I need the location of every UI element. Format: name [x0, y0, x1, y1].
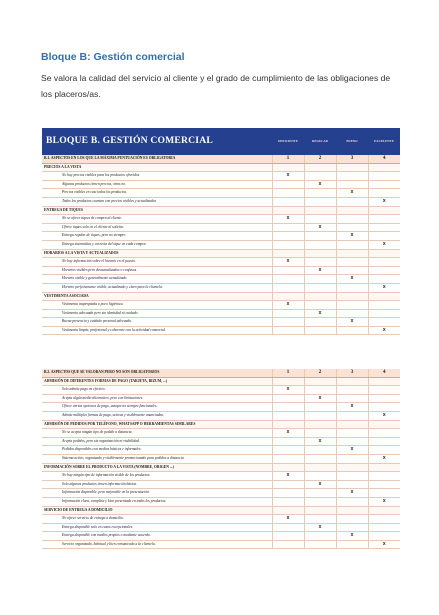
score-cell-3: [336, 540, 368, 549]
criterion-level-text: Admite múltiples formas de pago, activas y visiblemente anunciadas.: [42, 411, 272, 420]
score-cell-3: [336, 515, 368, 524]
criterion-level-row: [42, 266, 400, 275]
criterion-group-row: [42, 163, 400, 172]
score-cell-4: [368, 386, 400, 395]
score-cell-4: [368, 454, 400, 463]
score-cell-4: [368, 532, 400, 541]
criterion-level-text: Algunos productos tienen precios, otros no.: [42, 180, 272, 189]
score-cell-4: [368, 240, 400, 249]
score-cell-4: [368, 283, 400, 292]
selected-mark: x: [286, 215, 290, 222]
score-cell-2: [304, 394, 336, 403]
criterion-level-text: Ofrece tiques solo en el cliente al solicita.: [42, 223, 272, 232]
criterion-level-text: Pedidos disponibles con medios básicos e informales.: [42, 446, 272, 455]
score-cell-4: [368, 429, 400, 438]
selected-mark: x: [318, 223, 322, 230]
criterion-level-row: [42, 283, 400, 292]
group-score-cell: [336, 420, 368, 429]
group-score-cell: [336, 463, 368, 472]
score-cell-1: [272, 223, 304, 232]
score-cell-1: [272, 283, 304, 292]
criterion-level-row: [42, 180, 400, 189]
group-score-cell: [368, 463, 400, 472]
group-score-cell: [304, 463, 336, 472]
criterion-level-text: No se acepta ningún tipo de pedido a distancia.: [42, 429, 272, 438]
score-cell-4: [368, 403, 400, 412]
score-cell-2: [304, 454, 336, 463]
group-score-cell: [336, 163, 368, 172]
score-cell-2: [304, 386, 336, 395]
criterion-level-text: Información clara, completa y bien presentada en todos los productos.: [42, 497, 272, 506]
group-score-cell: [272, 206, 304, 215]
scale-4: 4: [368, 369, 400, 377]
group-score-cell: [368, 206, 400, 215]
score-cell-1: [272, 197, 304, 206]
criterion-level-row: [42, 480, 400, 489]
score-cell-2: [304, 472, 336, 481]
selected-mark: x: [286, 258, 290, 265]
group-score-cell: [368, 420, 400, 429]
selected-mark: x: [318, 394, 322, 401]
group-score-cell: [304, 420, 336, 429]
scale-2: 2: [304, 155, 336, 164]
score-cell-4: [368, 223, 400, 232]
selected-mark: x: [382, 540, 386, 547]
option-header-bueno: BUENO: [336, 128, 368, 155]
criterion-level-text: Solo admite pago en efectivo.: [42, 386, 272, 395]
score-cell-4: [368, 309, 400, 318]
selected-mark: x: [286, 472, 290, 479]
criterion-level-row: [42, 232, 400, 241]
score-cell-2: [304, 403, 336, 412]
group-score-cell: [336, 249, 368, 258]
criterion-level-text: Todos los productos cuentan con precios visibles y actualizados: [42, 197, 272, 206]
score-cell-3: [336, 454, 368, 463]
score-cell-4: [368, 275, 400, 284]
section-heading: Bloque B: Gestión comercial: [41, 51, 185, 63]
criterion-level-row: [42, 489, 400, 498]
scale-1: 1: [272, 369, 304, 377]
criterion-level-row: [42, 394, 400, 403]
criterion-level-text: Servicio organizado, habitual y bien comunicado a la clientela.: [42, 540, 272, 549]
group-score-cell: [368, 249, 400, 258]
group-score-cell: [304, 206, 336, 215]
score-cell-2: [304, 532, 336, 541]
criterion-level-text: Entrega sistemática y correcta del tique en cada compra.: [42, 240, 272, 249]
score-cell-4: [368, 515, 400, 524]
criterion-level-text: No ofrece servicio de entrega a domicilio.: [42, 515, 272, 524]
score-cell-1: [272, 454, 304, 463]
selected-mark: x: [318, 480, 322, 487]
score-cell-3: [336, 437, 368, 446]
selected-mark: x: [382, 411, 386, 418]
group-score-cell: [304, 377, 336, 386]
score-cell-1: [272, 189, 304, 198]
criterion-level-text: Horario visible y generalmente actualizado.: [42, 275, 272, 284]
score-cell-3: [336, 180, 368, 189]
score-cell-2: [304, 240, 336, 249]
selected-mark: x: [350, 275, 354, 282]
selected-mark: x: [350, 403, 354, 410]
selected-mark: x: [382, 197, 386, 204]
score-cell-2: [304, 189, 336, 198]
criterion-level-text: Sistema activo, organizado y visiblemente promocionado para pedidos a distancia.: [42, 454, 272, 463]
score-cell-3: [336, 240, 368, 249]
criterion-level-row: [42, 472, 400, 481]
score-cell-1: [272, 301, 304, 310]
criterion-group-row: [42, 506, 400, 515]
criterion-level-row: [42, 318, 400, 327]
score-cell-4: [368, 437, 400, 446]
selected-mark: x: [382, 283, 386, 290]
score-cell-4: [368, 411, 400, 420]
score-cell-4: [368, 446, 400, 455]
group-score-cell: [368, 506, 400, 515]
score-cell-4: [368, 258, 400, 267]
score-cell-2: [304, 309, 336, 318]
criterion-group-label: HORARIOS A LA VISTA Y ACTUALIZADOS: [42, 249, 272, 258]
score-cell-4: [368, 215, 400, 224]
selected-mark: x: [318, 437, 322, 444]
option-header-deficiente: DEFICIENTE: [272, 128, 304, 155]
selected-mark: x: [382, 326, 386, 333]
criterion-level-row: [42, 411, 400, 420]
table-banner: [42, 128, 400, 155]
criterion-level-row: [42, 301, 400, 310]
score-cell-1: [272, 497, 304, 506]
score-cell-2: [304, 515, 336, 524]
score-cell-4: [368, 497, 400, 506]
score-cell-2: [304, 489, 336, 498]
score-cell-3: [336, 215, 368, 224]
criterion-level-row: [42, 515, 400, 524]
scale-3: 3: [336, 155, 368, 164]
score-cell-3: [336, 480, 368, 489]
score-cell-1: [272, 411, 304, 420]
group-score-cell: [304, 292, 336, 301]
score-cell-3: [336, 326, 368, 335]
selected-mark: x: [350, 232, 354, 239]
score-cell-2: [304, 318, 336, 327]
criterion-group-row: [42, 292, 400, 301]
score-cell-1: [272, 489, 304, 498]
option-header-regular: REGULAR: [304, 128, 336, 155]
score-cell-3: [336, 232, 368, 241]
group-score-cell: [272, 463, 304, 472]
criterion-group-label: ADMISIÓN DE DIFERENTES FORMAS DE PAGO (TARJETA, BIZUM, ...): [42, 377, 272, 386]
score-cell-2: [304, 283, 336, 292]
scale-4: 4: [368, 155, 400, 164]
score-cell-1: [272, 309, 304, 318]
selected-mark: x: [318, 266, 322, 273]
score-cell-1: [272, 515, 304, 524]
score-cell-1: [272, 446, 304, 455]
table-title: BLOQUE B. GESTIÓN COMERCIAL: [42, 128, 272, 155]
score-cell-2: [304, 523, 336, 532]
group-score-cell: [272, 420, 304, 429]
intro-paragraph: Se valora la calidad del servicio al cliente y el grado de cumplimiento de las obligaciones de los placeros/as.: [41, 73, 391, 99]
score-cell-4: [368, 472, 400, 481]
score-cell-1: [272, 326, 304, 335]
score-cell-4: [368, 180, 400, 189]
selected-mark: x: [318, 523, 322, 530]
score-cell-4: [368, 489, 400, 498]
group-score-cell: [272, 292, 304, 301]
score-cell-2: [304, 223, 336, 232]
score-cell-4: [368, 394, 400, 403]
criterion-group-row: [42, 249, 400, 258]
criterion-group-row: [42, 206, 400, 215]
scale-3: 3: [336, 369, 368, 377]
selected-mark: x: [318, 309, 322, 316]
selected-mark: x: [350, 532, 354, 539]
criterion-level-row: [42, 446, 400, 455]
score-cell-3: [336, 532, 368, 541]
score-cell-1: [272, 403, 304, 412]
criterion-level-row: [42, 454, 400, 463]
score-cell-3: [336, 472, 368, 481]
selected-mark: x: [286, 429, 290, 436]
score-cell-3: [336, 223, 368, 232]
score-cell-3: [336, 523, 368, 532]
criterion-level-text: Solo algunos productos tienen información básica.: [42, 480, 272, 489]
criterion-level-row: [42, 275, 400, 284]
score-cell-1: [272, 266, 304, 275]
score-cell-2: [304, 197, 336, 206]
selected-mark: x: [350, 189, 354, 196]
group-score-cell: [336, 377, 368, 386]
selected-mark: x: [382, 240, 386, 247]
score-cell-1: [272, 232, 304, 241]
criterion-level-text: Horario perfectamente visible, actualizado y claro para la clientela.: [42, 283, 272, 292]
criterion-level-text: Entrega disponible con medios propios o mediante acuerdo.: [42, 532, 272, 541]
option-header-excelente: EXCELENTE: [368, 128, 400, 155]
score-cell-3: [336, 318, 368, 327]
score-cell-1: [272, 172, 304, 181]
score-cell-2: [304, 326, 336, 335]
criterion-level-text: Buena presencia y cuidado personal adecuado.: [42, 318, 272, 327]
criterion-level-row: [42, 523, 400, 532]
score-cell-1: [272, 540, 304, 549]
criterion-level-row: [42, 189, 400, 198]
score-cell-3: [336, 301, 368, 310]
score-cell-2: [304, 480, 336, 489]
evaluation-table-b2: [42, 369, 400, 549]
score-cell-3: [336, 497, 368, 506]
score-cell-4: [368, 480, 400, 489]
criterion-level-text: Vestimenta limpia, profesional y coherente con la actividad comercial.: [42, 326, 272, 335]
score-cell-2: [304, 411, 336, 420]
criterion-level-text: No hay información sobre el horario en el puesto.: [42, 258, 272, 267]
group-score-cell: [304, 506, 336, 515]
score-cell-4: [368, 540, 400, 549]
score-cell-3: [336, 283, 368, 292]
score-cell-2: [304, 301, 336, 310]
score-cell-2: [304, 446, 336, 455]
criterion-level-row: [42, 215, 400, 224]
score-cell-1: [272, 318, 304, 327]
score-cell-2: [304, 172, 336, 181]
score-cell-1: [272, 386, 304, 395]
criterion-level-row: [42, 386, 400, 395]
selected-mark: x: [286, 515, 290, 522]
group-score-cell: [336, 506, 368, 515]
group-score-cell: [336, 292, 368, 301]
score-cell-4: [368, 172, 400, 181]
score-cell-1: [272, 472, 304, 481]
criterion-level-row: [42, 326, 400, 335]
criterion-level-text: Acepta algún medio alternativo, pero con limitaciones.: [42, 394, 272, 403]
score-cell-3: [336, 403, 368, 412]
score-cell-3: [336, 258, 368, 267]
criterion-level-row: [42, 197, 400, 206]
criterion-level-row: [42, 258, 400, 267]
section-label: B.2. ASPECTOS QUE SE VALORAN PERO NO SON OBLIGATORIOS: [42, 369, 272, 377]
criterion-level-text: No hay precios visibles para los productos ofrecidos: [42, 172, 272, 181]
selected-mark: x: [382, 497, 386, 504]
score-cell-3: [336, 411, 368, 420]
criterion-level-row: [42, 172, 400, 181]
score-cell-3: [336, 189, 368, 198]
score-cell-1: [272, 215, 304, 224]
criterion-group-label: ENTREGA DE TIQUES: [42, 206, 272, 215]
group-score-cell: [368, 377, 400, 386]
score-cell-4: [368, 232, 400, 241]
score-cell-1: [272, 240, 304, 249]
group-score-cell: [272, 506, 304, 515]
score-cell-2: [304, 215, 336, 224]
score-cell-2: [304, 258, 336, 267]
score-cell-3: [336, 172, 368, 181]
criterion-level-text: Acepta pedidos, pero sin organización ni visibilidad.: [42, 437, 272, 446]
score-cell-3: [336, 394, 368, 403]
score-cell-4: [368, 523, 400, 532]
score-cell-2: [304, 540, 336, 549]
scale-2: 2: [304, 369, 336, 377]
group-score-cell: [368, 163, 400, 172]
criterion-group-row: [42, 463, 400, 472]
criterion-level-row: [42, 240, 400, 249]
criterion-level-row: [42, 532, 400, 541]
score-cell-3: [336, 429, 368, 438]
score-cell-3: [336, 386, 368, 395]
criterion-level-row: [42, 437, 400, 446]
score-cell-4: [368, 318, 400, 327]
selected-mark: x: [382, 454, 386, 461]
selected-mark: x: [286, 301, 290, 308]
score-cell-1: [272, 532, 304, 541]
score-cell-4: [368, 197, 400, 206]
criterion-level-text: Horarios visibles pero desactualizados o confusos.: [42, 266, 272, 275]
score-cell-1: [272, 437, 304, 446]
criterion-level-row: [42, 223, 400, 232]
score-cell-4: [368, 189, 400, 198]
score-cell-2: [304, 437, 336, 446]
score-cell-4: [368, 326, 400, 335]
score-cell-2: [304, 497, 336, 506]
selected-mark: x: [318, 180, 322, 187]
score-cell-1: [272, 480, 304, 489]
score-cell-2: [304, 429, 336, 438]
criterion-level-text: Vestimenta adecuada pero sin identidad ni cuidado.: [42, 309, 272, 318]
criterion-group-label: INFORMACIÓN SOBRE EL PRODUCTO A LA VISTA (NOMBRE, ORIGEN ...): [42, 463, 272, 472]
criterion-group-row: [42, 420, 400, 429]
criterion-group-label: SERVICIO DE ENTREGA A DOMICILIO: [42, 506, 272, 515]
score-cell-4: [368, 301, 400, 310]
selected-mark: x: [286, 386, 290, 393]
score-cell-4: [368, 266, 400, 275]
group-score-cell: [304, 163, 336, 172]
score-cell-1: [272, 180, 304, 189]
group-score-cell: [272, 163, 304, 172]
group-score-cell: [304, 249, 336, 258]
score-cell-3: [336, 489, 368, 498]
score-cell-3: [336, 266, 368, 275]
criterion-level-text: Entrega disponible solo en casos excepcionales.: [42, 523, 272, 532]
score-cell-2: [304, 275, 336, 284]
score-cell-3: [336, 446, 368, 455]
group-score-cell: [336, 206, 368, 215]
criterion-level-text: Información disponible, pero mejorable en la presentación.: [42, 489, 272, 498]
group-score-cell: [272, 249, 304, 258]
selected-mark: x: [286, 172, 290, 179]
criterion-group-row: [42, 377, 400, 386]
criterion-group-label: VESTIMENTA ASOCIADA: [42, 292, 272, 301]
section-header-row: [42, 155, 400, 164]
criterion-level-row: [42, 429, 400, 438]
score-cell-1: [272, 275, 304, 284]
score-cell-1: [272, 523, 304, 532]
criterion-level-row: [42, 309, 400, 318]
criterion-level-row: [42, 540, 400, 549]
section-header-row: [42, 369, 400, 377]
group-score-cell: [272, 377, 304, 386]
criterion-level-row: [42, 403, 400, 412]
criterion-level-text: Precios visibles en casi todos los productos.: [42, 189, 272, 198]
section-label: B.1. ASPECTOS EN LOS QUE LA MÁXIMA PUNTUACIÓN ES OBLIGATORIA: [42, 155, 272, 164]
score-cell-2: [304, 266, 336, 275]
group-score-cell: [368, 292, 400, 301]
score-cell-3: [336, 197, 368, 206]
score-cell-2: [304, 232, 336, 241]
evaluation-table-b1: [42, 128, 400, 335]
selected-mark: x: [350, 489, 354, 496]
criterion-group-label: PRECIOS A LA VISTA: [42, 163, 272, 172]
criterion-group-label: ADMISIÓN DE PEDIDOS POR TELÉFONO, WHATSAPP O HERRAMIENTAS SIMILARES: [42, 420, 272, 429]
criterion-level-text: No se ofrece tiques de compra al cliente.: [42, 215, 272, 224]
score-cell-1: [272, 258, 304, 267]
score-cell-3: [336, 309, 368, 318]
score-cell-1: [272, 394, 304, 403]
criterion-level-row: [42, 497, 400, 506]
criterion-level-text: Vestimenta inapropiada o poco higiénica.: [42, 301, 272, 310]
selected-mark: x: [350, 318, 354, 325]
criterion-level-text: No hay ningún tipo de información visible de los productos.: [42, 472, 272, 481]
selected-mark: x: [350, 446, 354, 453]
criterion-level-text: Ofrece varias opciones de pago, aunque no siempre funcionales.: [42, 403, 272, 412]
score-cell-3: [336, 275, 368, 284]
score-cell-2: [304, 180, 336, 189]
scale-1: 1: [272, 155, 304, 164]
criterion-level-text: Entrega regular de tiques, pero no siempre.: [42, 232, 272, 241]
score-cell-1: [272, 429, 304, 438]
